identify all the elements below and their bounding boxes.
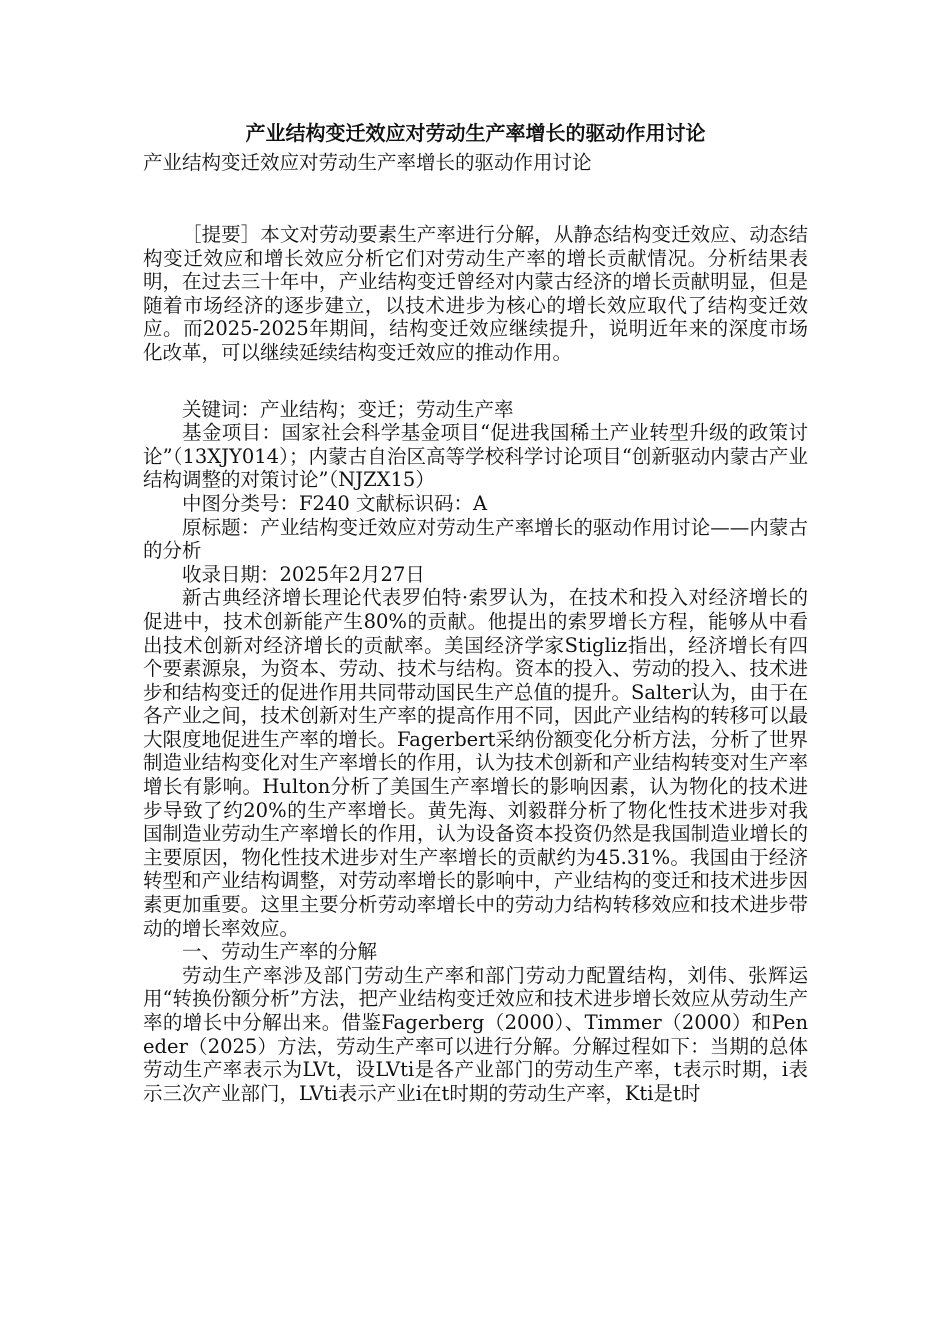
body-intro-paragraph: 新古典经济增长理论代表罗伯特·索罗认为，在技术和投入对经济增长的促进中，技术创新能产生80%的贡献。他提出的索罗增长方程，能够从中看出技术创新对经济增长的贡献率。美国经济学家Stigliz指出，经济增长有四个要素源泉，为资本、劳动、技术与结构。资本的投入、劳动的投入、技术进步和结构变迁的促进作用共同带动国民生产总值的提升。Salter认为，由于在各产业之间，技术创新对生产率的提高作用不同，因此产业结构的转移可以最大限度地促进生产率的增长。Fagerbert采纳份额变化分析方法，分析了世界制造业结构变化对生产率增长的作用，认为技术创新和产业结构转变对生产率增长有影响。Hulton分析了美国生产率增长的影响因素，认为物化的技术进步导致了约20%的生产率增长。黄先海、刘毅群分析了物化性技术进步对我国制造业劳动生产率增长的作用，认为设备资本投资仍然是我国制造业增长的主要原因，物化性技术进步对生产率增长的贡献约为45.31%。我国由于经济转型和产业结构调整，对劳动率增长的影响中，产业结构的变迁和技术进步因素更加重要。这里主要分析劳动率增长中的劳动力结构转移效应和技术进步带动的增长率效应。 (143, 586, 808, 940)
classification-line: 中图分类号：F240 文献标识码：A (182, 491, 488, 515)
keywords-line: 关键词：产业结构；变迁；劳动生产率 (182, 397, 514, 421)
section-paragraph: 劳动生产率涉及部门劳动生产率和部门劳动力配置结构，刘伟、张辉运用“转换份额分析”方法，把产业结构变迁效应和技术进步增长效应从劳动生产率的增长中分解出来。借鉴Fagerberg（2000）、Timmer（2000）和Peneder（2025）方法，劳动生产率可以进行分解。分解过程如下：当期的总体劳动生产率表示为LVt，设LVti是各产业部门的劳动生产率，t表示时期，i表示三次产业部门，LVti表示产业i在t时期的劳动生产率，Kti是t时 (143, 963, 808, 1105)
section-heading: 一、劳动生产率的分解 (182, 940, 378, 964)
spacer (143, 176, 808, 223)
document-subtitle: 产业结构变迁效应对劳动生产率增长的驱动作用讨论 (143, 151, 592, 174)
spacer (143, 365, 808, 398)
abstract-paragraph: ［提要］本文对劳动要素生产率进行分解，从静态结构变迁效应、动态结构变迁效应和增长效应分析它们对劳动生产率的增长贡献情况。分析结果表明，在过去三十年中，产业结构变迁曾经对内蒙古经济的增长贡献明显，但是随着市场经济的逐步建立，以技术进步为核心的增长效应取代了结构变迁效应。而2025-2025年期间，结构变迁效应继续提升，说明近年来的深度市场化改革，可以继续延续结构变迁效应的推动作用。 (143, 223, 808, 364)
original-title-line: 原标题：产业结构变迁效应对劳动生产率增长的驱动作用讨论——内蒙古的分析 (143, 515, 808, 563)
document-title: 产业结构变迁效应对劳动生产率增长的驱动作用讨论 (245, 121, 706, 145)
funding-paragraph: 基金项目：国家社会科学基金项目“促进我国稀土产业转型升级的政策讨论”（13XJY014）；内蒙古自治区高等学校科学讨论项目“创新驱动内蒙古产业结构调整的对策讨论”（NJZX15） (143, 421, 808, 492)
received-date-line: 收录日期：2025年2月27日 (182, 562, 425, 586)
document-page (143, 118, 808, 1105)
